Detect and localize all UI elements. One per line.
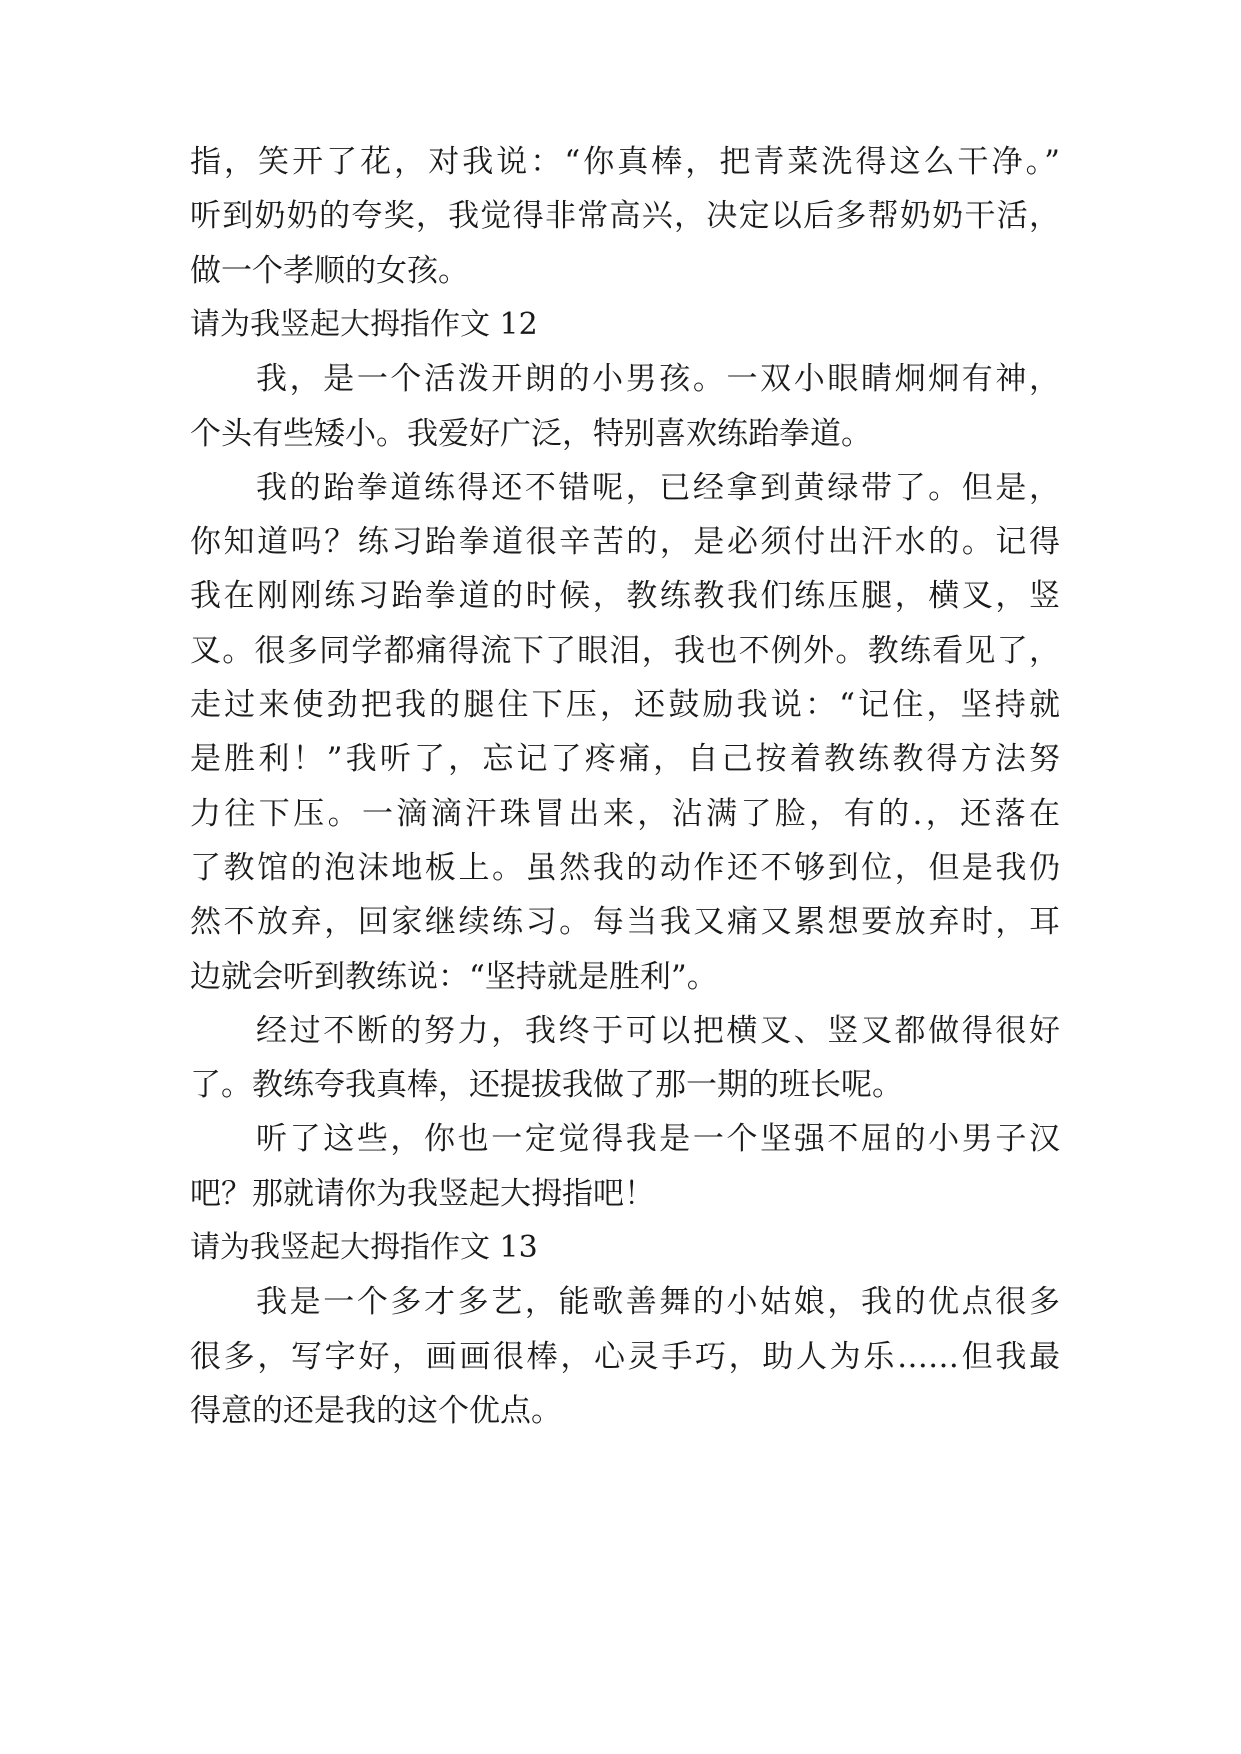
text-line: 了。教练夸我真棒，还提拔我做了那一期的班长呢。 — [190, 1067, 903, 1103]
section-heading: 请为我竖起大拇指作文 13 — [190, 1230, 538, 1265]
text-line: 经过不断的努力，我终于可以把横叉、竖叉都做得很好 — [256, 1013, 1060, 1049]
text-line: 得意的还是我的这个优点。 — [190, 1393, 562, 1429]
text-line: 走过来使劲把我的腿住下压，还鼓励我说：“记住，坚持就 — [190, 687, 1060, 723]
section-heading: 请为我竖起大拇指作文 12 — [190, 307, 538, 342]
text-line: 指，笑开了花，对我说：“你真棒，把青菜洗得这么干净。” — [190, 144, 1060, 180]
text-line: 我的跆拳道练得还不错呢，已经拿到黄绿带了。但是， — [256, 470, 1060, 506]
text-line: 我是一个多才多艺，能歌善舞的小姑娘，我的优点很多 — [256, 1284, 1060, 1320]
text-line: 然不放弃，回家继续练习。每当我又痛又累想要放弃时，耳 — [190, 904, 1060, 940]
text-line: 做一个孝顺的女孩。 — [190, 253, 469, 289]
text-line: 力往下压。一滴滴汗珠冒出来，沾满了脸，有的.，还落在 — [190, 796, 1060, 832]
text-line: 听了这些，你也一定觉得我是一个坚强不屈的小男子汉 — [256, 1121, 1060, 1157]
text-line: 我，是一个活泼开朗的小男孩。一双小眼睛炯炯有神， — [256, 361, 1060, 397]
text-line: 叉。很多同学都痛得流下了眼泪，我也不例外。教练看见了， — [190, 633, 1060, 669]
text-line: 很多，写字好，画画很棒，心灵手巧，助人为乐……但我最 — [190, 1339, 1060, 1375]
text-line: 个头有些矮小。我爱好广泛，特别喜欢练跆拳道。 — [190, 416, 872, 452]
text-line: 吧？那就请你为我竖起大拇指吧！ — [190, 1176, 655, 1212]
text-line: 了教馆的泡沫地板上。虽然我的动作还不够到位，但是我仍 — [190, 850, 1060, 886]
text-line: 是胜利！”我听了，忘记了疼痛，自己按着教练教得方法努 — [190, 741, 1060, 777]
text-line: 你知道吗？练习跆拳道很辛苦的，是必须付出汗水的。记得 — [190, 524, 1060, 560]
text-line: 边就会听到教练说：“坚持就是胜利”。 — [190, 959, 718, 995]
text-line: 听到奶奶的夸奖，我觉得非常高兴，决定以后多帮奶奶干活， — [190, 198, 1060, 234]
text-line: 我在刚刚练习跆拳道的时候，教练教我们练压腿，横叉，竖 — [190, 578, 1060, 614]
